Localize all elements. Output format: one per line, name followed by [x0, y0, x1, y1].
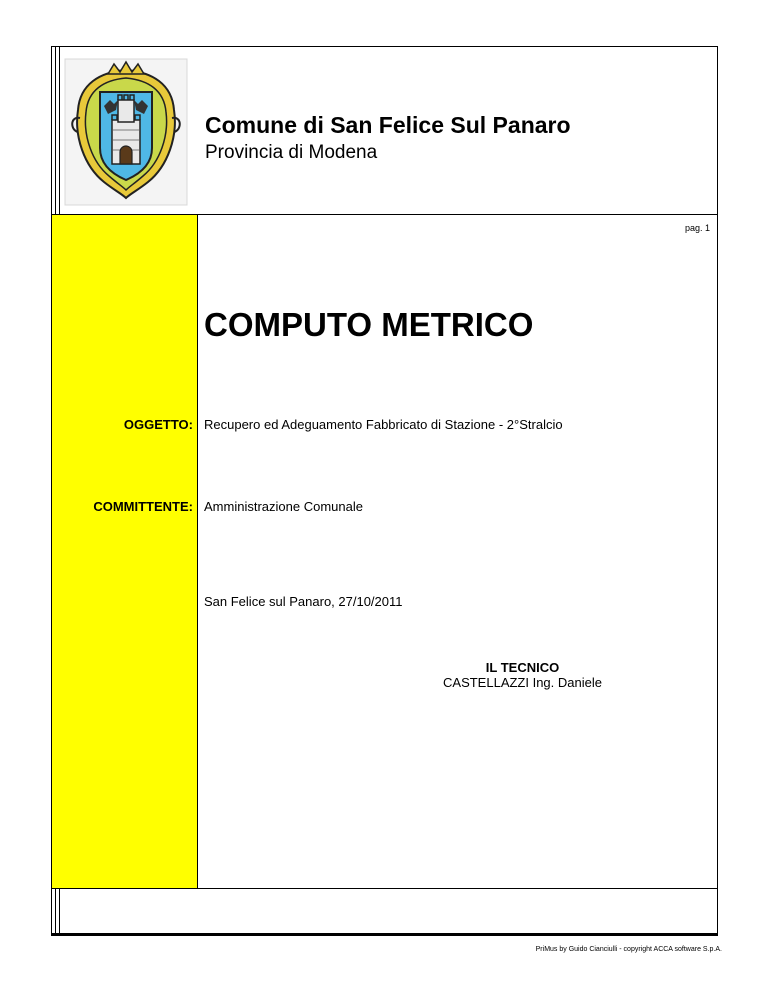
- province-subtitle: Provincia di Modena: [205, 142, 378, 163]
- municipality-title: Comune di San Felice Sul Panaro: [205, 112, 571, 138]
- oggetto-value: Recupero ed Adeguamento Fabbricato di Stazione - 2°Stralcio: [204, 417, 563, 432]
- divider: [51, 888, 718, 889]
- committente-value: Amministrazione Comunale: [204, 499, 363, 514]
- document-title: COMPUTO METRICO: [204, 306, 534, 343]
- place-date: San Felice sul Panaro, 27/10/2011: [204, 594, 403, 609]
- signature-role: IL TECNICO: [485, 660, 560, 675]
- page-number: pag. 1: [684, 223, 710, 233]
- software-credit: PriMus by Guido Cianciulli - copyright ACCA software S.p.A.: [535, 946, 722, 953]
- oggetto-label: OGGETTO:: [123, 417, 193, 432]
- coat-of-arms-icon: [64, 58, 188, 206]
- signature-name: CASTELLAZZI Ing. Daniele: [443, 675, 602, 690]
- signature-block: [430, 660, 615, 690]
- committente-label: COMMITTENTE:: [93, 499, 193, 514]
- frame-line: [51, 933, 718, 936]
- label-column: [52, 215, 198, 888]
